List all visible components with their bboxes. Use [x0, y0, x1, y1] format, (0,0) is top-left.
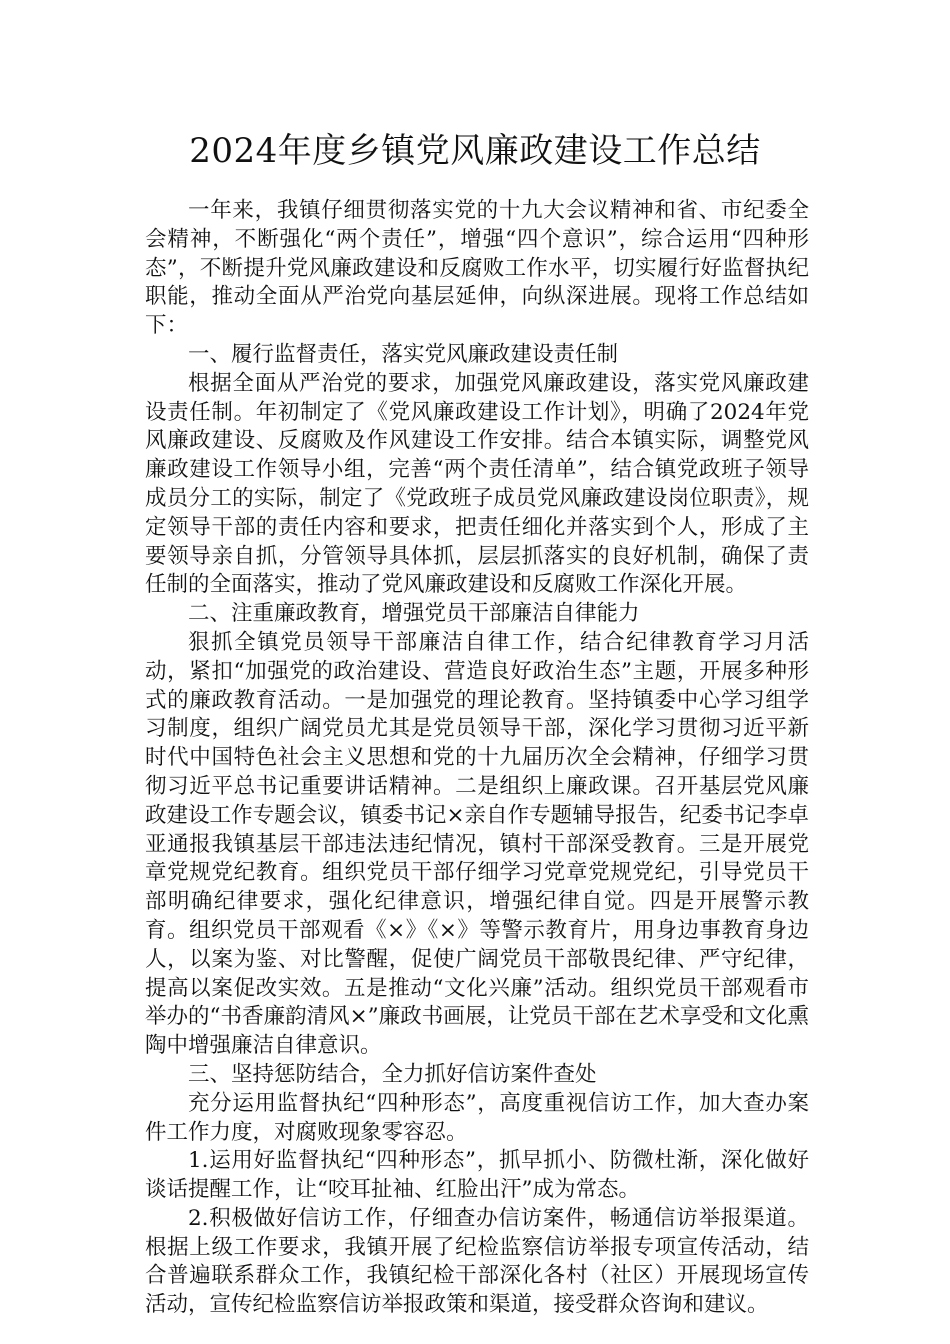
section-2-paragraph: 狠抓全镇党员领导干部廉洁自律工作，结合纪律教育学习月活动，紧扣“加强党的政治建设、营造良好政治生态”主题，开展多种形式的廉政教育活动。一是加强党的理论教育。坚持镇委中心学习组学习制度，组织广阔党员尤其是党员领导干部，深化学习贯彻习近平新时代中国特色社会主义思想和党的十九届历次全会精神，仔细学习贯彻习近平总书记重要讲话精神。二是组织上廉政课。召开基层党风廉政建设工作专题会议，镇委书记×亲自作专题辅导报告，纪委书记李卓亚通报我镇基层干部违法违纪情况，镇村干部深受教育。三是开展党章党规党纪教育。组织党员干部仔细学习党章党规党纪，引导党员干部明确纪律要求，强化纪律意识，增强纪律自觉。四是开展警示教育。组织党员干部观看《×》《×》等警示教育片，用身边事教育身边人，以案为鉴、对比警醒，促使广阔党员干部敬畏纪律、严守纪律，提高以案促改实效。五是推动“文化兴廉”活动。组织党员干部观看市举办的“书香廉韵清风×”廉政书画展，让党员干部在艺术享受和文化熏陶中增强廉洁自律意识。	[145, 629, 809, 1059]
section-heading-3: 三、坚持惩防结合，全力抓好信访案件查处	[188, 1061, 597, 1087]
document-title: 2024年度乡镇党风廉政建设工作总结	[189, 131, 761, 171]
section-3-paragraph: 充分运用监督执纪“四种形态”，高度重视信访工作，加大查办案件工作力度，对腐败现象零容忍。	[145, 1090, 809, 1145]
section-1-paragraph: 根据全面从严治党的要求，加强党风廉政建设，落实党风廉政建设责任制。年初制定了《党风廉政建设工作计划》，明确了2024年党风廉政建设、反腐败及作风建设工作安排。结合本镇实际，调整党风廉政建设工作领导小组，完善“两个责任清单”，结合镇党政班子领导成员分工的实际，制定了《党政班子成员党风廉政建设岗位职责》，规定领导干部的责任内容和要求，把责任细化并落实到个人，形成了主要领导亲自抓，分管领导具体抓，层层抓落实的良好机制，确保了责任制的全面落实，推动了党风廉政建设和反腐败工作深化开展。	[145, 370, 809, 598]
intro-paragraph: 一年来，我镇仔细贯彻落实党的十九大会议精神和省、市纪委全会精神，不断强化“两个责任”，增强“四个意识”，综合运用“四种形态”，不断提升党风廉政建设和反腐败工作水平，切实履行好监督执纪职能，推动全面从严治党向基层延伸，向纵深进展。现将工作总结如下：	[145, 198, 809, 339]
section-heading-1: 一、履行监督责任，落实党风廉政建设责任制	[188, 341, 619, 367]
section-heading-2: 二、注重廉政教育，增强党员干部廉洁自律能力	[188, 601, 640, 627]
section-3-item-2: 2.积极做好信访工作，仔细查办信访案件，畅通信访举报渠道。根据上级工作要求，我镇开展了纪检监察信访举报专项宣传活动，结合普遍联系群众工作，我镇纪检干部深化各村（社区）开展现场宣传活动，宣传纪检监察信访举报政策和渠道，接受群众咨询和建议。	[145, 1205, 809, 1318]
document-body	[145, 197, 809, 1320]
section-3-item-1: 1.运用好监督执纪“四种形态”，抓早抓小、防微杜渐，深化做好谈话提醒工作，让“咬耳扯袖、红脸出汗”成为常态。	[145, 1148, 809, 1203]
